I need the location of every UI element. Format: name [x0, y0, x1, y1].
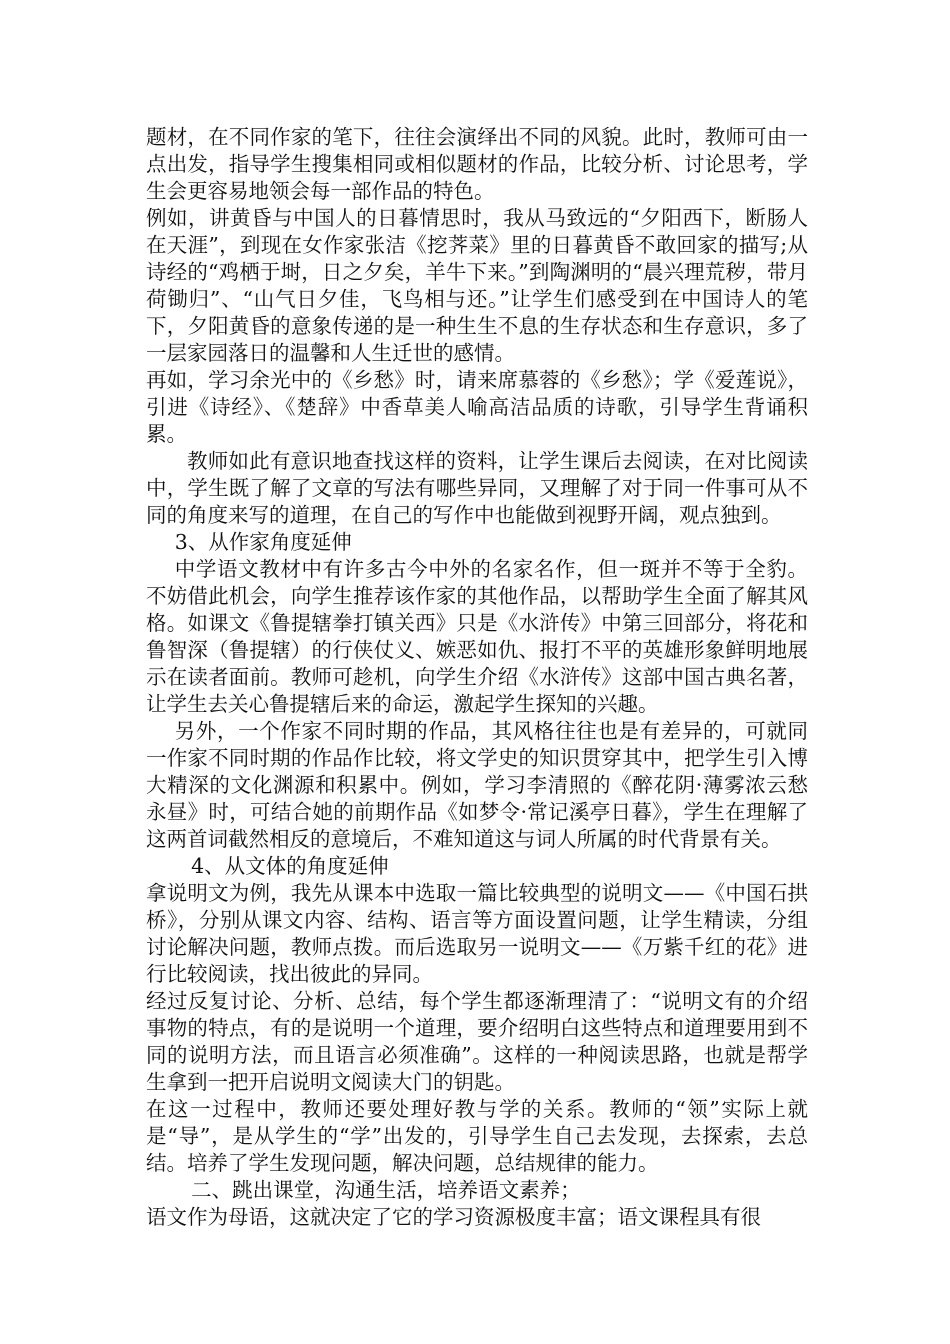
- section-heading-genre-angle: 4、从文体的角度延伸: [191, 854, 389, 878]
- paragraph-discussion-summary: 经过反复讨论、分析、总结，每个学生都逐渐理清了：“说明文有的介绍事物的特点，有的是说明一个道理，要介绍明白这些特点和道理要用到不同的说明方法，而且语言必须准确”。这样的一种阅读思路，也就是帮学生拿到一把开启说明文阅读大门的钥匙。: [146, 989, 808, 1094]
- paragraph-famous-works: 中学语文教材中有许多古今中外的名家名作，但一斑并不等于全豹。不妨借此机会，向学生推荐该作家的其他作品，以帮助学生全面了解其风格。如课文《鲁提辖拳打镇关西》只是《水浒传》中第三回部分，将花和鲁智深（鲁提辖）的行侠仗义、嫉恶如仇、报打不平的英雄形象鲜明地展示在读者面前。教师可趁机，向学生介绍《水浒传》这部中国古典名著，让学生去关心鲁提辖后来的命运，激起学生探知的兴趣。: [146, 557, 808, 716]
- paragraph-author-periods: 另外，一个作家不同时期的作品，其风格往往也是有差异的，可就同一作家不同时期的作品作比较，将文学史的知识贯穿其中，把学生引入博大精深的文化渊源和积累中。例如，学习李清照的《醉花阴·薄雾浓云愁永昼》时，可结合她的前期作品《如梦令·常记溪亭日暮》，学生在理解了这两首词截然相反的意境后，不难知道这与词人所属的时代背景有关。: [146, 719, 808, 851]
- paragraph-mother-tongue: 语文作为母语，这就决定了它的学习资源极度丰富；语文课程具有很: [146, 1205, 761, 1229]
- paragraph-dusk-example: 例如，讲黄昏与中国人的日暮情思时，我从马致远的“夕阳西下，断肠人在天涯”，到现在女作家张洁《挖荠菜》里的日暮黄昏不敢回家的描写;从诗经的“鸡栖于埘，日之夕矣，羊牛下来。”到陶渊明的“晨兴理荒秽，带月荷锄归”、“山气日夕佳，飞鸟相与还。”让学生们感受到在中国诗人的笔下，夕阳黄昏的意象传递的是一种生生不息的生存状态和生存意识，多了一层家园落日的温馨和人生迁世的感情。: [146, 206, 808, 365]
- paragraph-theme-comparison: 题材，在不同作家的笔下，往往会演绎出不同的风貌。此时，教师可由一点出发，指导学生搜集相同或相似题材的作品，比较分析、讨论思考，学生会更容易地领会每一部作品的特色。: [146, 125, 808, 203]
- paragraph-expository-example: 拿说明文为例，我先从课本中选取一篇比较典型的说明文——《中国石拱桥》，分别从课文内容、结构、语言等方面设置问题，让学生精读，分组讨论解决问题，教师点拨。而后选取另一说明文——《万紫千红的花》进行比较阅读，找出彼此的异同。: [146, 881, 808, 986]
- paragraph-nostalgia-example: 再如，学习余光中的《乡愁》时，请来席慕蓉的《乡愁》；学《爱莲说》，引进《诗经》、《楚辞》中香草美人喻高洁品质的诗歌，引导学生背诵积累。: [146, 368, 808, 446]
- section-heading-beyond-classroom: 二、跳出课堂，沟通生活，培养语文素养；: [191, 1178, 581, 1202]
- paragraph-teaching-relationship: 在这一过程中，教师还要处理好教与学的关系。教师的“领”实际上就是“导”，是从学生的“学”出发的，引导学生自己去发现，去探索，去总结。培养了学生发现问题，解决问题，总结规律的能力。: [146, 1097, 808, 1175]
- document-body: [146, 124, 808, 1231]
- section-heading-author-angle: 3、从作家角度延伸: [174, 530, 352, 554]
- paragraph-teacher-materials: 教师如此有意识地查找这样的资料，让学生课后去阅读，在对比阅读中，学生既了解了文章的写法有哪些异同，又理解了对于同一件事可从不同的角度来写的道理，在自己的写作中也能做到视野开阔，观点独到。: [146, 449, 808, 527]
